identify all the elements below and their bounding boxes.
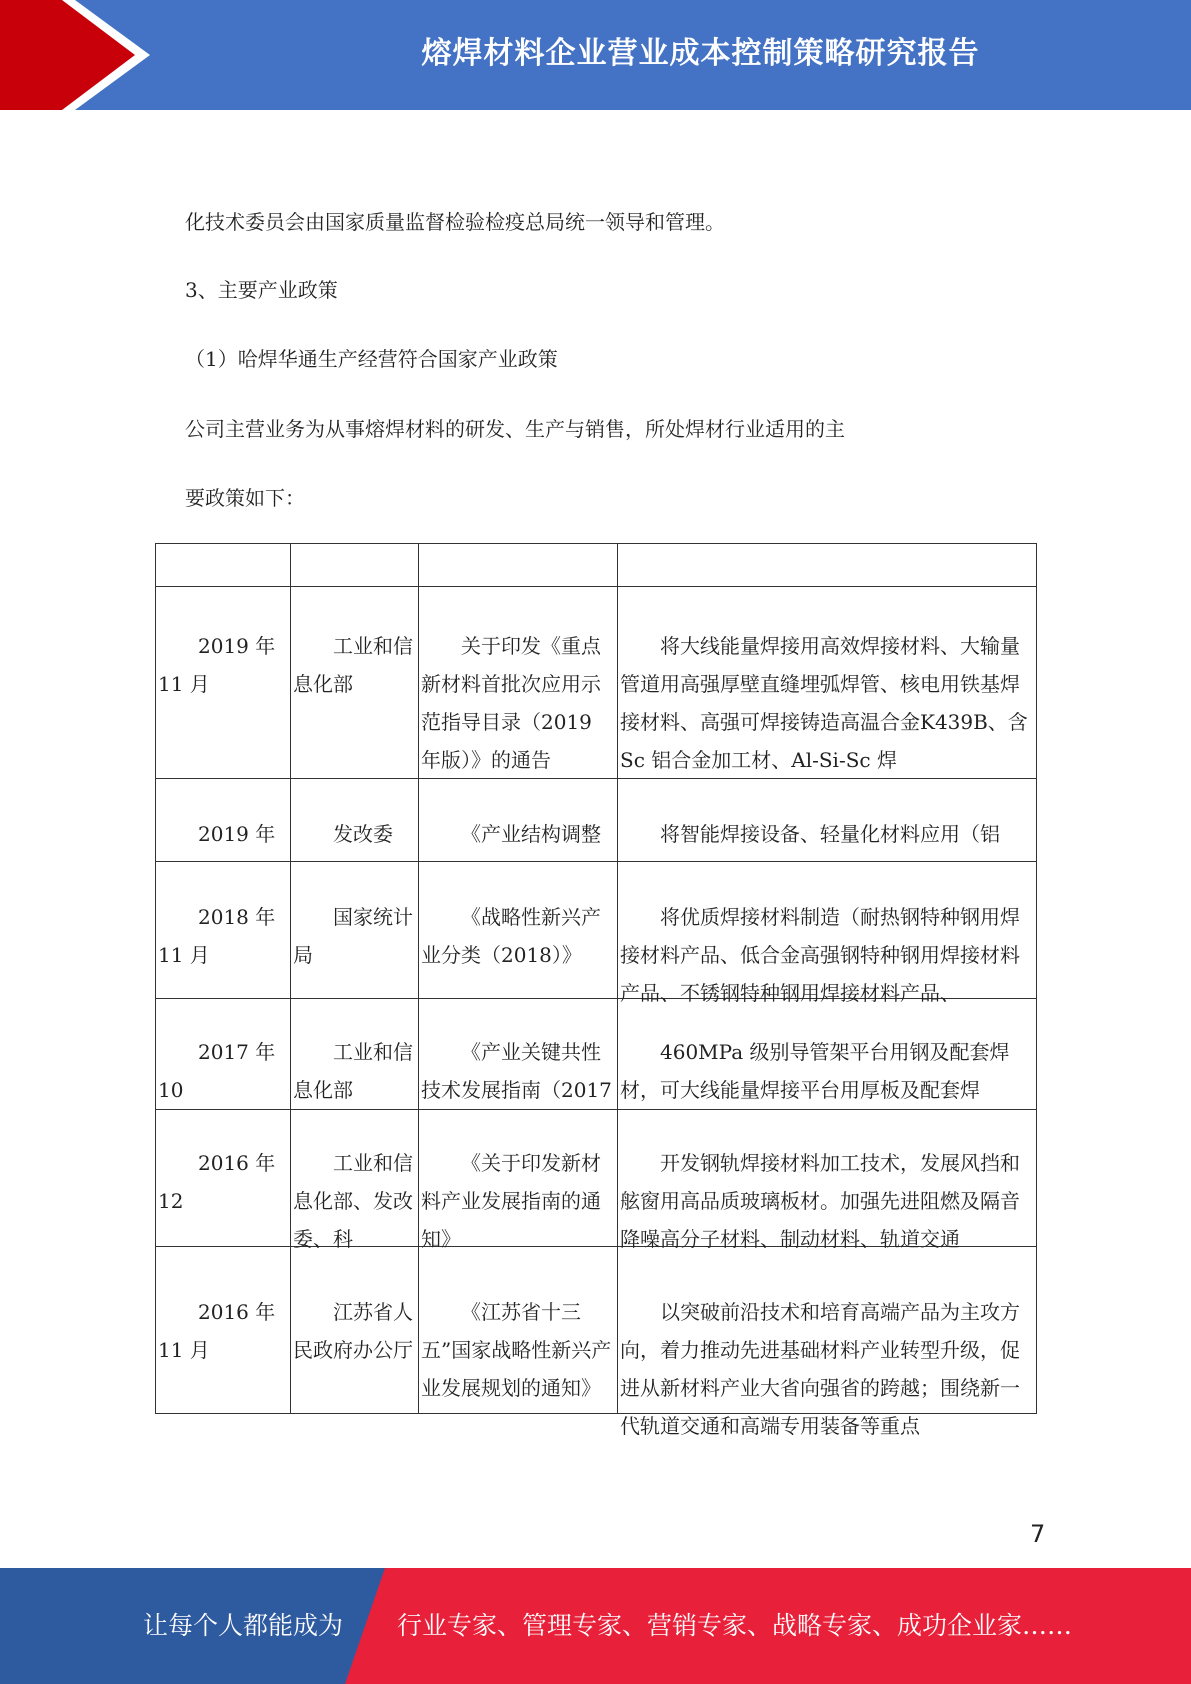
table-cell-content: 开发钢轨焊接材料加工技术，发展风挡和舷窗用高品质玻璃板材。加强先进阻燃及隔音降噪高分子材料、制动材料、轨道交通 — [618, 1110, 1037, 1247]
table-cell-document: 《关于印发新材料产业发展指南的通知》 — [419, 1110, 618, 1247]
report-title: 熔焊材料企业营业成本控制策略研究报告 — [421, 36, 980, 71]
table-cell-content: 以突破前沿技术和培育高端产品为主攻方向，着力推动先进基础材料产业转型升级，促进从新材料产业大省向强省的跨越；围绕新一代轨道交通和高端专用装备等重点 — [618, 1247, 1037, 1414]
paragraph-continuation: 化技术委员会由国家质量监督检验检疫总局统一领导和管理。 — [185, 210, 725, 234]
table-cell-content: 将优质焊接材料制造（耐热钢特种钢用焊接材料产品、低合金高强钢特种钢用焊接材料产品、不锈钢特种钢用焊接材料产品、 — [618, 862, 1037, 999]
table-cell-agency: 江苏省人民政府办公厅 — [291, 1247, 419, 1414]
table-row — [156, 587, 1037, 779]
table-cell-document: 《产业关键共性技术发展指南（2017 — [419, 999, 618, 1110]
table-header-cell — [291, 544, 419, 587]
table-cell-document: 《战略性新兴产业分类（2018）》 — [419, 862, 618, 999]
table-row — [156, 1247, 1037, 1414]
table-cell-document: 《产业结构调整 — [419, 779, 618, 862]
table-header-cell — [156, 544, 291, 587]
subsection-heading: （1）哈焊华通生产经营符合国家产业政策 — [185, 347, 558, 371]
page-number: 7 — [1030, 1520, 1046, 1548]
table-row — [156, 999, 1037, 1110]
section-heading: 3、主要产业政策 — [185, 278, 338, 302]
policy-table — [155, 543, 1037, 1438]
table-row — [156, 779, 1037, 862]
table-header-row — [156, 544, 1037, 587]
table-header-cell — [419, 544, 618, 587]
table-row — [156, 862, 1037, 999]
paragraph-intro-line2: 要政策如下： — [185, 486, 305, 510]
table-cell-date: 2017 年 10 — [156, 999, 291, 1110]
table-cell-agency: 工业和信息化部、发改委、科 — [291, 1110, 419, 1247]
table-cell-document: 《江苏省十三五”国家战略性新兴产业发展规划的通知》 — [419, 1247, 618, 1414]
table-header-cell — [618, 544, 1037, 587]
table-cell-date: 2016 年 12 — [156, 1110, 291, 1247]
paragraph-intro-line1: 公司主营业务为从事熔焊材料的研发、生产与销售，所处焊材行业适用的主 — [185, 417, 845, 441]
table-cell-date: 2016 年 11 月 — [156, 1247, 291, 1414]
table-cell-date: 2019 年 11 月 — [156, 587, 291, 779]
page-footer — [0, 1568, 1191, 1684]
table-cell-agency: 国家统计局 — [291, 862, 419, 999]
table-cell-agency: 工业和信息化部 — [291, 999, 419, 1110]
table-cell-content: 将大线能量焊接用高效焊接材料、大输量管道用高强厚壁直缝埋弧焊管、核电用铁基焊接材料、高强可焊接铸造高温合金K439B、含 Sc 铝合金加工材、Al-Si-Sc 焊 — [618, 587, 1037, 779]
table-cell-document: 关于印发《重点新材料首批次应用示范指导目录（2019 年版）》的通告 — [419, 587, 618, 779]
table-cell-date: 2018 年 11 月 — [156, 862, 291, 999]
table-cell-date: 2019 年 — [156, 779, 291, 862]
footer-slogan-right: 行业专家、管理专家、营销专家、战略专家、成功企业家…… — [397, 1611, 1073, 1640]
table-cell-agency: 工业和信息化部 — [291, 587, 419, 779]
footer-slogan-left: 让每个人都能成为 — [143, 1611, 344, 1640]
table-cell-content: 将智能焊接设备、轻量化材料应用（铝 — [618, 779, 1037, 862]
table-row — [156, 1110, 1037, 1247]
page-header — [0, 0, 1191, 110]
table-cell-content: 460MPa 级别导管架平台用钢及配套焊材，可大线能量焊接平台用厚板及配套焊 — [618, 999, 1037, 1110]
table-cell-agency: 发改委 — [291, 779, 419, 862]
